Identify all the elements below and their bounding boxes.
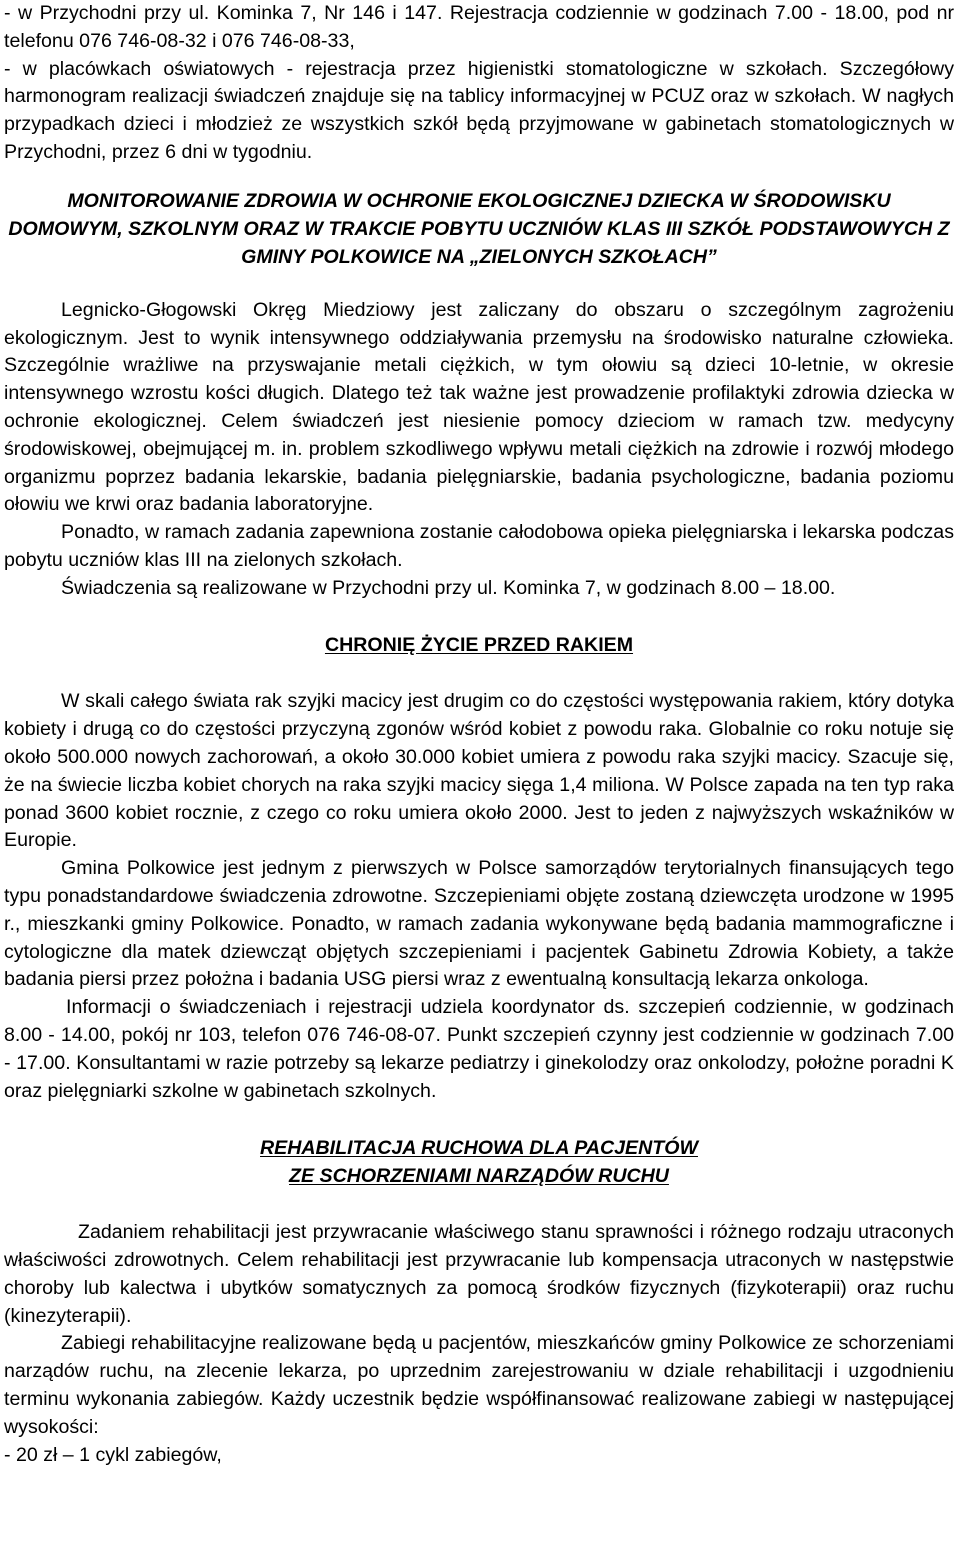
spacer — [4, 603, 954, 632]
section-heading-cancer: CHRONIĘ ŻYCIE PRZED RAKIEM — [324, 633, 634, 656]
section1-paragraph-3: Świadczenia są realizowane w Przychodni przy ul. Kominka 7, w godzinach 8.00 – 18.00. — [61, 576, 836, 599]
section2-paragraph-2: Gmina Polkowice jest jednym z pierwszych w Polsce samorządów terytorialnych finansujących tego typu ponadstandardowe świadczenia zdrowotne. Szczepieniami objęte zostaną dziewczęta urodzone w 1995 r., mieszkanki gminy Polkowice. Ponadto, w ramach zadania wykonywane będą badania mammograficzne i cytologiczne dla matek dziewcząt objętych szczepieniami i pacjentek Gabinetu Zdrowia Kobiety, a także badania piersi przez położna i badania USG piersi wraz z ewentualną konsultacją lekarza onkologa. — [4, 857, 954, 991]
section1-paragraph-1: Legnicko-Głogowski Okręg Miedziowy jest zaliczany do obszaru o szczególnym zagrożeniu ekologicznym. Jest to wynik intensywnego oddziaływania przemysłu na środowisko naturalne człowieka. Szczególnie wrażliwe na przyswajanie metali ciężkich, w tym ołowiu są dzieci 10-letnie, w okresie intensywnego wzrostu kości długich. Dlatego też tak ważne jest prowadzenie profilaktyki zdrowia dziecka w ochronie ekologicznej. Celem świadczeń jest niesienie pomocy dzieciom w ramach tzw. medycyny środowiskowej, obejmującej m. in. problem szkodliwego wpływu metali ciężkich na zdrowie i rozwój młodego organizmu poprzez badania lekarskie, badania pielęgniarskie, badania psychologiczne, badania poziomu ołowiu we krwi oraz badania laboratoryjne. — [4, 298, 954, 516]
spacer — [4, 167, 954, 187]
spacer — [4, 659, 954, 688]
spacer — [4, 1190, 954, 1219]
section-heading-rehab-line2: ZE SCHORZENIAMI NARZĄDÓW RUCHU — [289, 1165, 669, 1188]
section3-list-item: - 20 zł – 1 cykl zabiegów, — [4, 1443, 222, 1466]
section1-paragraph-2: Ponadto, w ramach zadania zapewniona zostanie całodobowa opieka pielęgniarska i lekarska podczas pobytu uczniów klas III na zielonych szkołach. — [4, 521, 954, 571]
document-page — [4, 0, 954, 1469]
section3-paragraph-2: Zabiegi rehabilitacyjne realizowane będą u pacjentów, mieszkańców gminy Polkowice ze schorzeniami narządów ruchu, na zlecenie lekarza, po uprzednim zarejestrowaniu w dziale rehabilitacji i uzgodnieniu terminu wykonania zabiegów. Każdy uczestnik będzie współfinansować realizowane zabiegi w następującej wysokości: — [4, 1332, 954, 1438]
section2-paragraph-1: W skali całego świata rak szyjki macicy jest drugim co do częstości występowania rakiem, który dotyka kobiety i drugą co do częstości przyczyną zgonów wśród kobiet z powodu raka. Globalnie co roku notuje się około 500.000 nowych zachorowań, a około 30.000 kobiet umiera z powodu raka szyjki macicy. Szacuje się, że na świecie liczba kobiet chorych na raka szyjki macicy sięga 1,4 miliona. W Polsce zapada na ten typ raka ponad 3600 kobiet rocznie, z czego co roku umiera około 2000. Jest to jeden z najwyższych wskaźników w Europie. — [4, 690, 954, 852]
intro-paragraph-1: - w Przychodni przy ul. Kominka 7, Nr 146 i 147. Rejestracja codziennie w godzinach 7.00 - 18.00, pod nr telefonu 076 746-08-32 i 076 746-08-33, — [4, 2, 954, 52]
section-heading-rehab-line1: REHABILITACJA RUCHOWA DLA PACJENTÓW — [260, 1137, 698, 1160]
spacer — [4, 271, 954, 297]
spacer — [4, 1105, 954, 1134]
section2-paragraph-3: Informacji o świadczeniach i rejestracji udziela koordynator ds. szczepień codziennie, w godzinach 8.00 - 14.00, pokój nr 103, telefon 076 746-08-07. Punkt szczepień czynny jest codziennie w godzinach 7.00 - 17.00. Konsultantami w razie potrzeby są lekarze pediatrzy i ginekolodzy oraz onkolodzy, położne poradni K oraz pielęgniarki szkolne w gabinetach szkolnych. — [4, 996, 954, 1102]
intro-paragraph-2: - w placówkach oświatowych - rejestracja przez higienistki stomatologiczne w szkołach. Szczegółowy harmonogram realizacji świadczeń znajduje się na tablicy informacyjnej w PCUZ oraz w szkołach. W nagłych przypadkach dzieci i młodzież ze wszystkich szkół będą przyjmowane w gabinetach stomatologicznych w Przychodni, przez 6 dni w tygodniu. — [4, 57, 954, 163]
section-heading-monitoring: MONITOROWANIE ZDROWIA W OCHRONIE EKOLOGICZNEJ DZIECKA W ŚRODOWISKU DOMOWYM, SZKOLNYM ORAZ W TRAKCIE POBYTU UCZNIÓW KLAS III SZKÓŁ PODSTAWOWYCH Z GMINY POLKOWICE NA „ZIELONYCH SZKOŁACH” — [8, 189, 950, 268]
section3-paragraph-1: Zadaniem rehabilitacji jest przywracanie właściwego stanu sprawności i różnego rodzaju utraconych właściwości zdrowotnych. Celem rehabilitacji jest przywracanie lub kompensacja utraconych w następstwie choroby lub kalectwa i ubytków somatycznych za pomocą środków fizycznych (fizykoterapii) oraz ruchu (kinezyterapii). — [4, 1221, 954, 1327]
